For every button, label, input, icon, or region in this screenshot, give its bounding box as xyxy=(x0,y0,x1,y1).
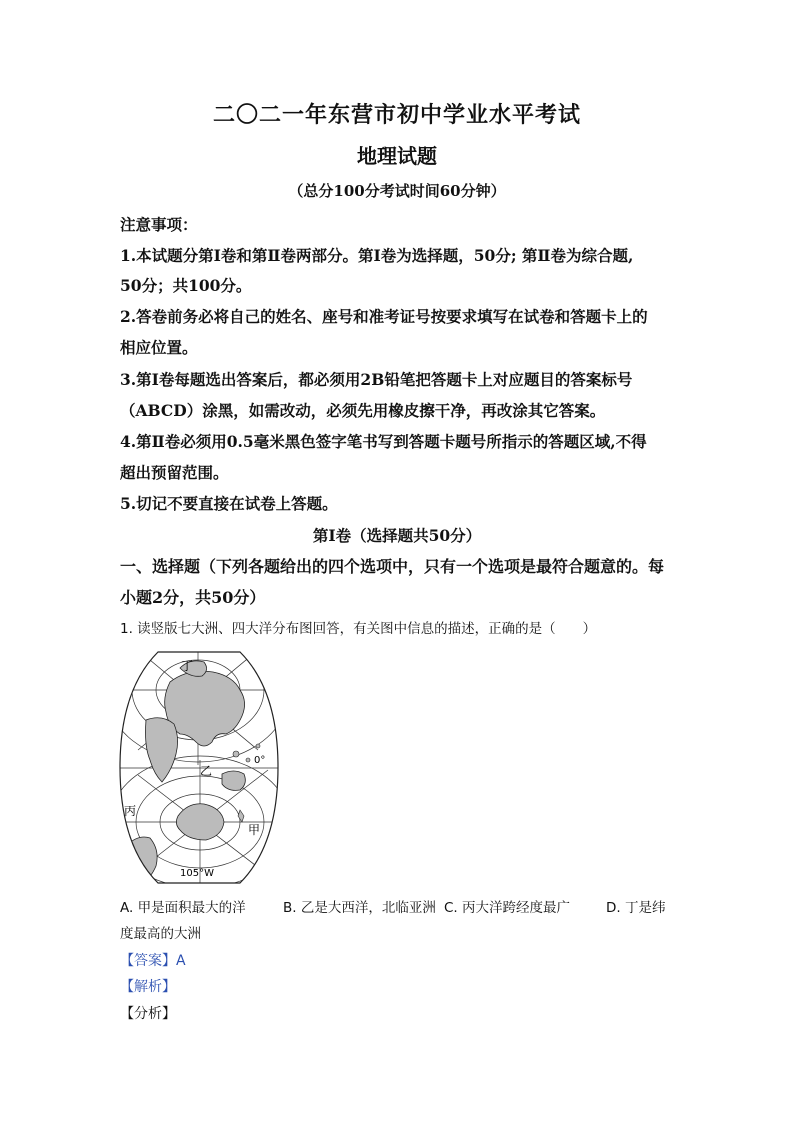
label-105w: 105°W xyxy=(180,868,214,879)
part1-heading: 第Ⅰ卷（选择题共50分） xyxy=(312,526,482,545)
label-yi: 乙 xyxy=(200,764,213,778)
notice-line: 5.切记不要直接在试卷上答题。 xyxy=(120,494,338,513)
notice-line: 50分；共100分。 xyxy=(120,276,252,295)
island-shape xyxy=(246,758,250,762)
australia-land xyxy=(222,771,245,790)
exam-title: 二〇二一年东营市初中学业水平考试 xyxy=(212,102,581,128)
world-map-figure xyxy=(118,650,280,885)
option-d: D. 丁是纬 xyxy=(606,900,666,916)
option-c: C. 丙大洋跨经度最广 xyxy=(444,900,571,916)
label-jia: 甲 xyxy=(248,823,261,837)
label-bing: 丙 xyxy=(124,804,137,818)
exam-meta: （总分100分考试时间60分钟） xyxy=(288,182,506,200)
notice-heading: 注意事项： xyxy=(120,215,198,234)
section-instruction: 一、选择题（下列各题给出的四个选项中，只有一个选项是最符合题意的。每 xyxy=(120,557,665,576)
option-a: A. 甲是面积最大的洋 xyxy=(120,900,246,916)
notice-line: 4.第Ⅱ卷必须用0.5毫米黑色签字笔书写到答题卡题号所指示的答题区域,不得 xyxy=(120,432,647,451)
island-shape xyxy=(256,744,260,748)
analysis-tag: 【解析】 xyxy=(120,979,176,995)
subject-title: 地理试题 xyxy=(357,144,437,168)
notice-line: 相应位置。 xyxy=(120,338,198,357)
notice-line: 超出预留范围。 xyxy=(120,463,229,482)
label-zero-degree: 0° xyxy=(254,755,266,766)
notice-line: 3.第Ⅰ卷每题选出答案后，都必须用2B铅笔把答题卡上对应题目的答案标号 xyxy=(120,370,633,389)
notice-line: 2.答卷前务必将自己的姓名、座号和准考证号按要求填写在试卷和答题卡上的 xyxy=(120,307,648,326)
option-d-continued: 度最高的大洲 xyxy=(120,926,201,942)
island-shape xyxy=(233,751,239,757)
label-ding: 丁 xyxy=(181,659,194,673)
option-b: B. 乙是大西洋，北临亚洲 xyxy=(283,900,436,916)
section-instruction: 小题2分，共50分） xyxy=(120,588,266,607)
question-stem: 1. 读竖版七大洲、四大洋分布图回答，有关图中信息的描述，正确的是（ ） xyxy=(120,621,597,637)
notice-line: 1.本试题分第Ⅰ卷和第Ⅱ卷两部分。第Ⅰ卷为选择题，50分; 第Ⅱ卷为综合题, xyxy=(120,246,634,265)
fenxi-tag: 【分析】 xyxy=(120,1006,176,1022)
answer-tag: 【答案】A xyxy=(120,953,186,969)
notice-line: （ABCD）涂黑，如需改动，必须先用橡皮擦干净，再改涂其它答案。 xyxy=(120,401,606,420)
